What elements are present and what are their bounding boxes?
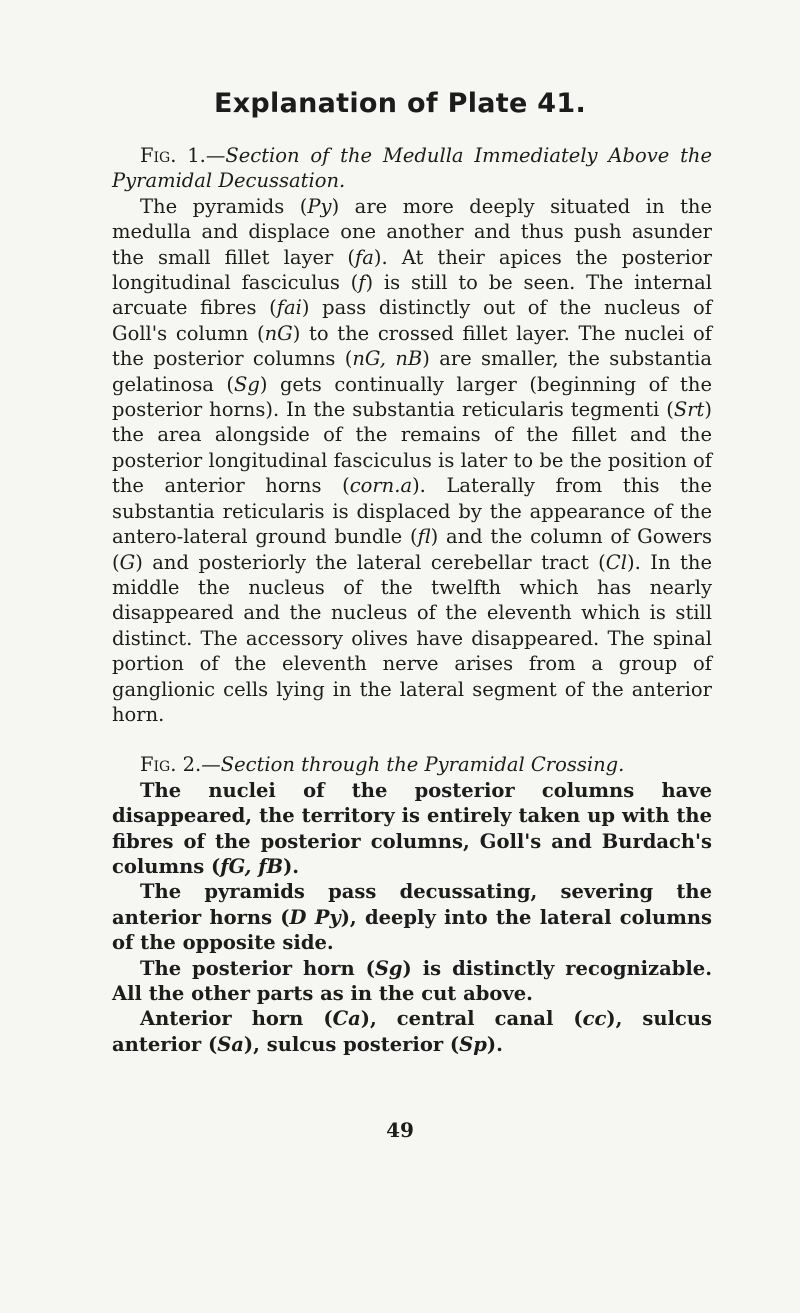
label-ref: nG, nB [352,347,423,371]
label-ref: fai [276,296,302,320]
fig2-caption: Section through the Pyramidal Crossing. [220,753,625,777]
label-ref: D Py [289,905,341,929]
fig2-label: Fig. 2. [140,753,202,777]
text-run: ). At their apices the posterior longitudinal fasciculus ( [112,245,713,295]
fig2-paragraph-3 [112,956,712,1007]
text-run: ) are smaller, the substantia gelatinosa ( [112,347,712,396]
text-run: The posterior horn ( [140,956,375,980]
text-run: ) is distinctly recognizable. All the other parts as in the cut above. [112,956,712,1005]
text-run: ), sulcus anterior ( [112,1007,712,1056]
page-number: 49 [386,1118,414,1142]
fig1-dash: — [205,144,226,167]
text-run: ) is still to be seen. The internal arcuate fibres ( [112,271,712,320]
text-run: ), deeply into the lateral columns of the opposite side. [112,905,712,955]
label-ref: Ca [332,1007,361,1031]
text-run: ) the area alongside of the remains of the fillet and the posterior longitudinal fasciculus is later to be the position of the anterior horns ( [112,398,712,498]
label-ref: Py [307,194,332,218]
text-run: ), sulcus posterior ( [243,1032,460,1056]
fig1-heading [112,143,712,194]
text-run: ), central canal ( [360,1007,583,1031]
text-run: ). In the middle the nucleus of the twelfth which has nearly disappeared and the nucleus of the eleventh which is still distinct. The accessory olives have disappeared. The spinal portion of the eleventh nerve arises from a group of ganglionic cells lying in the lateral segment of the anterior horn. [112,550,712,726]
label-ref: Sg [234,372,260,396]
fig2-dash: — [201,753,221,777]
label-ref: Srt [673,398,705,422]
fig2-paragraph-4 [112,1006,712,1057]
label-ref: fa [355,245,374,269]
text-run: The pyramids pass decussating, severing the anterior horns ( [112,880,712,929]
text-run: Anterior horn ( [140,1007,333,1031]
text-run: ) and posteriorly the lateral cerebellar tract ( [135,550,606,574]
text-run: The pyramids ( [140,194,308,218]
fig2-paragraph-1 [112,778,712,880]
text-run: ) and the column of Gowers ( [112,525,713,574]
label-ref: fl [417,525,431,549]
text-run: The nuclei of the posterior columns have disappeared, the territory is entirely taken up with the fibres of the posterior columns, Goll's and Burdach's columns ( [112,778,712,878]
label-ref: Sa [217,1032,244,1056]
label-ref: Sp [459,1032,487,1056]
label-ref: corn.a [349,474,413,498]
fig1-caption: Section of the Medulla Immediately Above the Pyramidal Decussation. [112,144,713,193]
page-title: Explanation of Plate 41. [213,88,587,119]
fig1-label: Fig. 1. [140,144,206,167]
label-ref: Sg [374,956,403,980]
label-ref: cc [582,1007,607,1031]
label-ref: Cl [605,550,627,574]
label-ref: nG [264,321,293,345]
label-ref: f [358,271,366,295]
text-run: ) gets continually larger (beginning of the posterior horns). In the substantia reticularis tegmenti ( [112,372,712,422]
text-run: ) pass distinctly out of the nucleus of Goll's column ( [112,296,713,345]
label-ref: fG, fB [220,854,284,878]
page-body [112,143,712,1057]
fig2-heading [112,752,712,777]
text-run: ) are more deeply situated in the medulla and displace one another and thus push asunder the small fillet layer ( [112,194,713,269]
label-ref: G [119,550,136,574]
text-run: ) to the crossed fillet layer. The nuclei of the posterior columns ( [112,321,712,371]
text-run: ). Laterally from this the substantia reticularis is displaced by the appearance of the antero-lateral ground bundle ( [112,474,712,549]
text-run: ). [486,1032,503,1056]
text-run: ). [283,854,300,878]
fig2-paragraph-2 [112,879,712,955]
fig1-paragraph [112,194,712,728]
